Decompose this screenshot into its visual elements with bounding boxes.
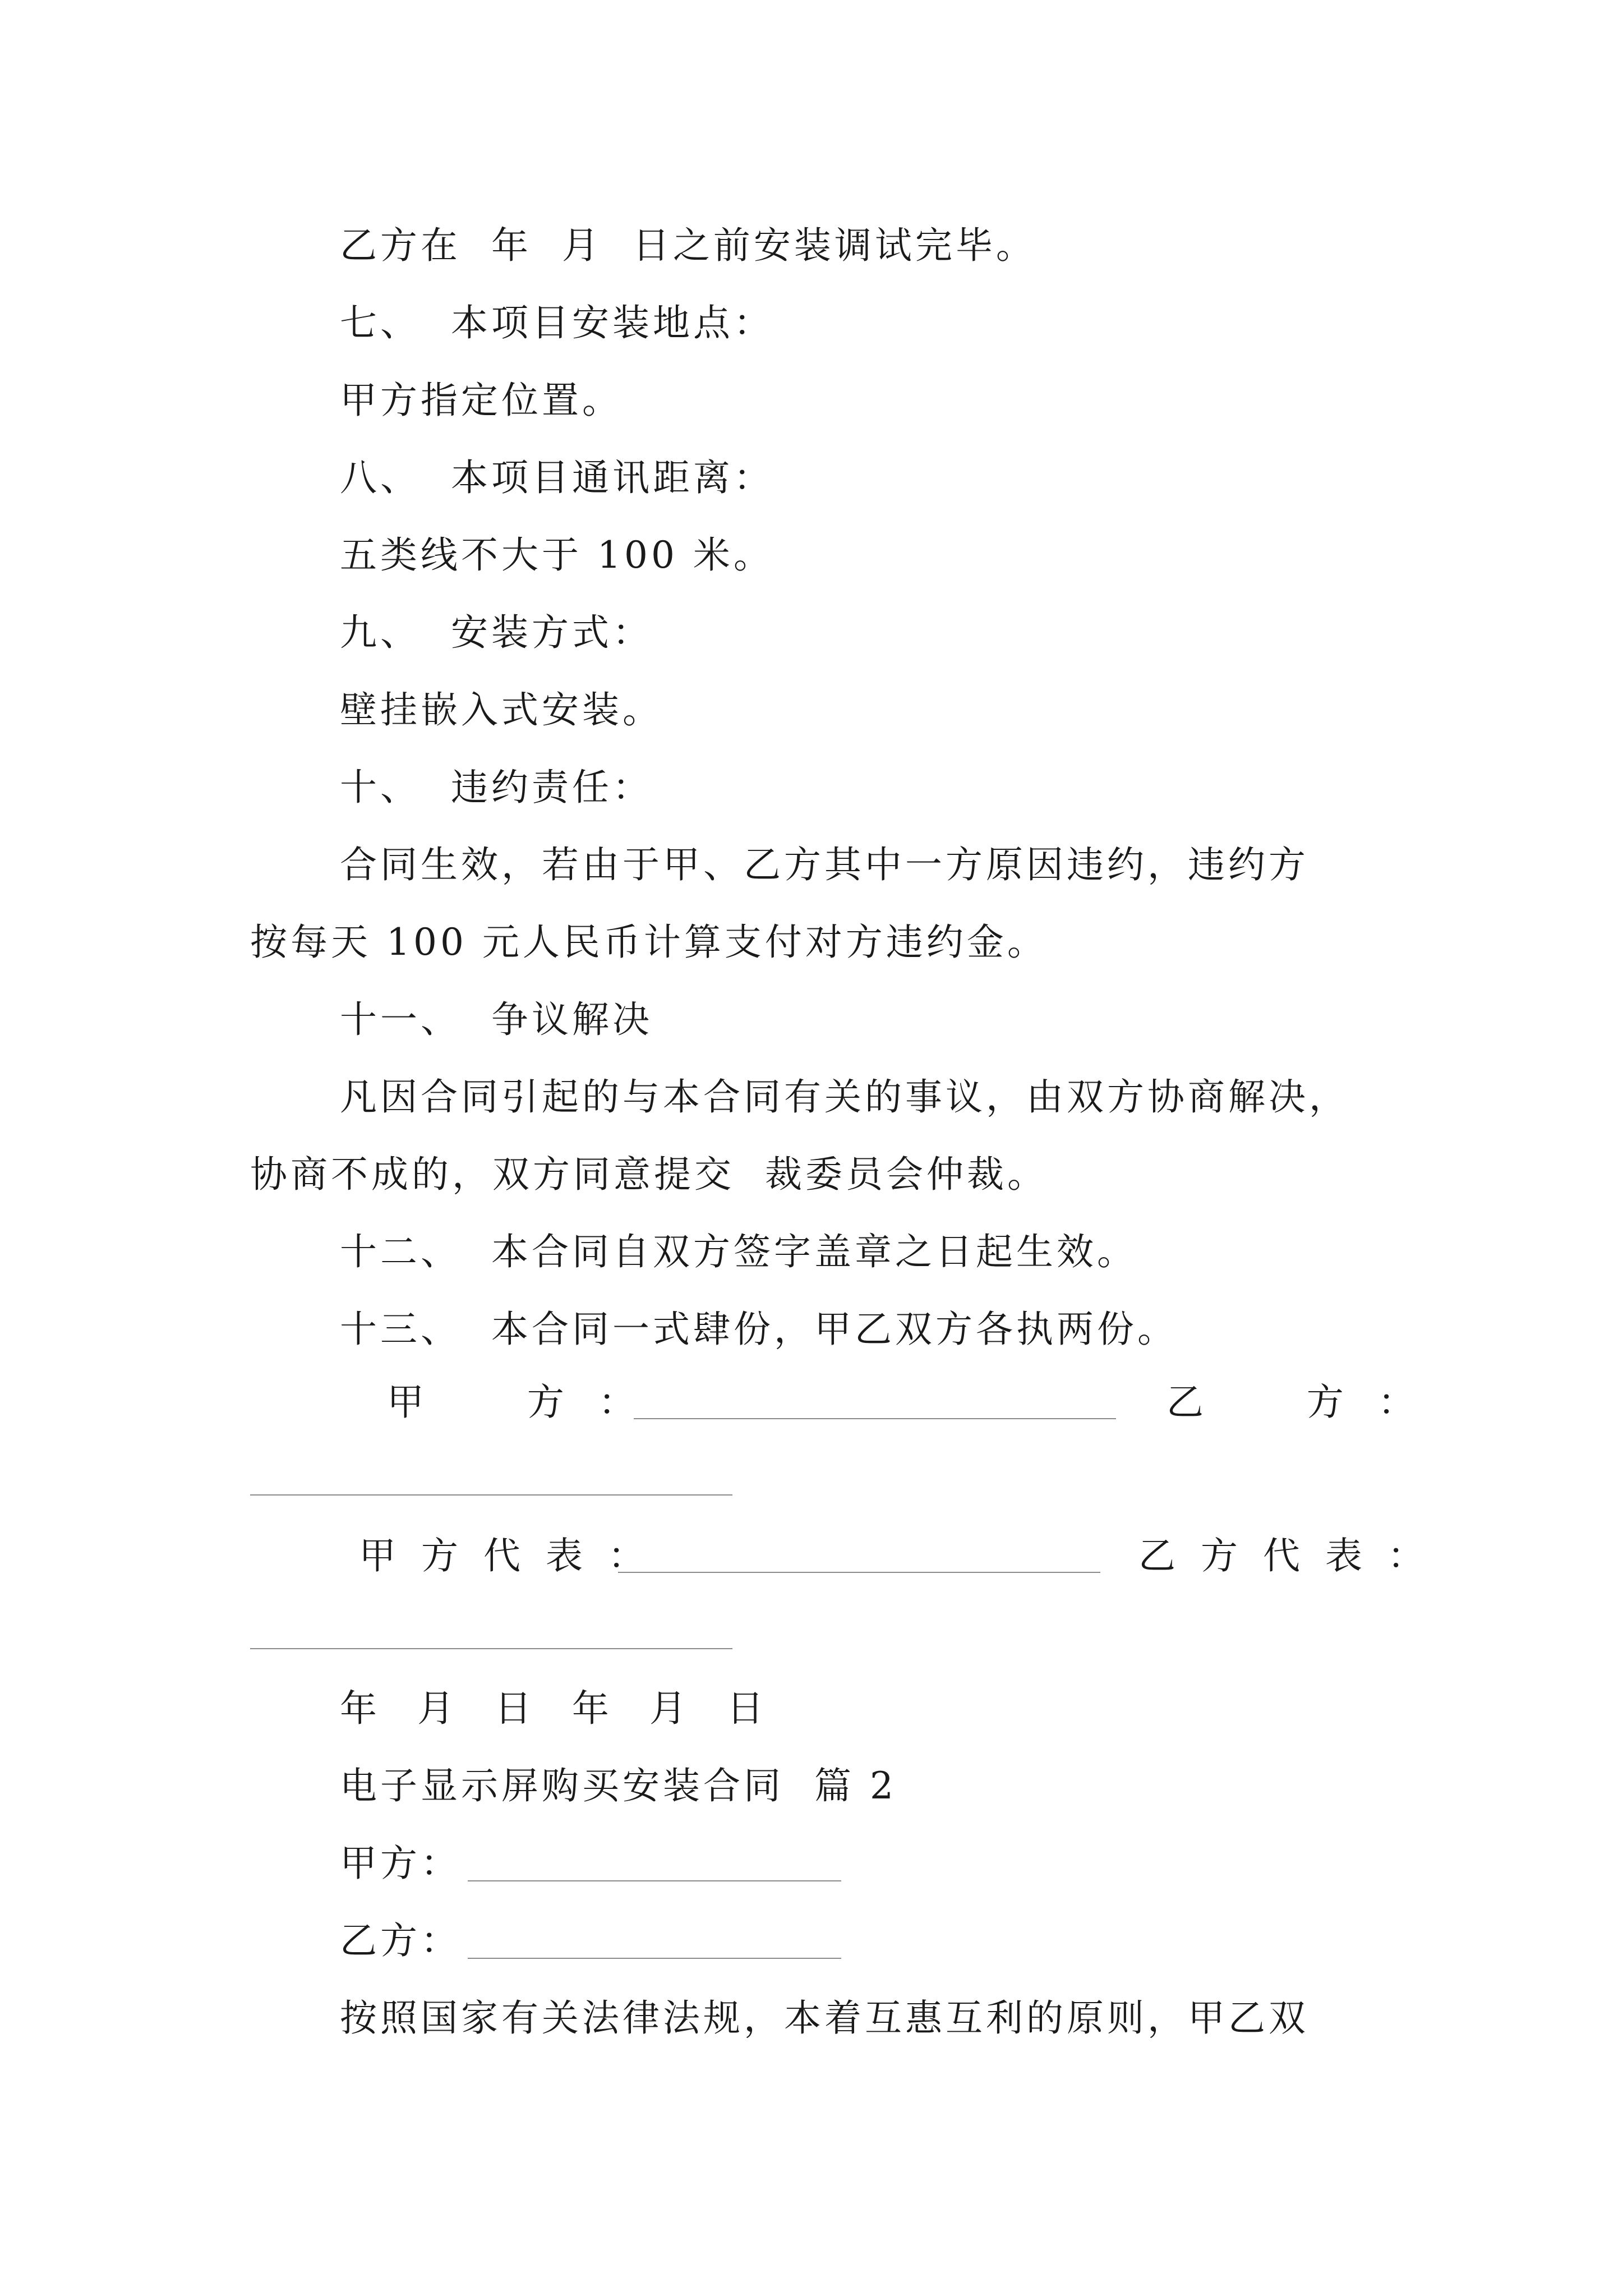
party-a-signature-label: 甲 方 ： bbox=[387, 1381, 647, 1424]
party-a-rep-label: 甲 方 代 表 ： bbox=[359, 1534, 652, 1577]
clause-7-heading: 七、 本项目安装地点： bbox=[340, 301, 774, 344]
party-b-rep-label: 乙 方 代 表 ： bbox=[1138, 1534, 1431, 1577]
clause-12: 十二、 本合同自双方签字盖章之日起生效。 bbox=[340, 1230, 1137, 1273]
party-b-signature-label: 乙 方 ： bbox=[1166, 1381, 1426, 1424]
clause-10-heading: 十、 违约责任： bbox=[340, 766, 653, 809]
clause-7-text: 甲方指定位置。 bbox=[340, 379, 623, 422]
section2-party-b-underline bbox=[468, 1958, 841, 1959]
signature-dates: 年 月 日 年 月 日 bbox=[340, 1687, 769, 1730]
party-a-rep-underline bbox=[618, 1572, 1100, 1573]
clause-13: 十三、 本合同一式肆份，甲乙双方各执两份。 bbox=[340, 1308, 1178, 1351]
party-a-signature-underline bbox=[634, 1418, 1116, 1419]
clause-9-text: 壁挂嵌入式安装。 bbox=[340, 688, 663, 731]
party-b-signature-underline bbox=[250, 1494, 732, 1496]
clause-10-text-line1: 合同生效，若由于甲、乙方其中一方原因违约，违约方 bbox=[340, 843, 1309, 886]
section2-party-a-underline bbox=[468, 1880, 841, 1881]
section2-party-b-label: 乙方： bbox=[340, 1919, 461, 1962]
clause-8-heading: 八、 本项目通讯距离： bbox=[340, 456, 774, 499]
clause-11-text-line2: 协商不成的，双方同意提交 裁委员会仲裁。 bbox=[250, 1153, 1048, 1196]
clause-11-text-line1: 凡因合同引起的与本合同有关的事议，由双方协商解决， bbox=[340, 1075, 1349, 1119]
clause-9-heading: 九、 安装方式： bbox=[340, 611, 653, 654]
section2-intro-text: 按照国家有关法律法规，本着互惠互利的原则，甲乙双 bbox=[340, 1996, 1309, 2040]
clause-10-text-line2: 按每天 100 元人民币计算支付对方违约金。 bbox=[250, 921, 1048, 964]
install-deadline-line: 乙方在 年 月 日之前安装调试完毕。 bbox=[340, 224, 1036, 267]
section2-title: 电子显示屏购买安装合同 篇 2 bbox=[340, 1764, 897, 1807]
clause-8-text: 五类线不大于 100 米。 bbox=[340, 533, 774, 577]
section2-party-a-label: 甲方： bbox=[340, 1842, 461, 1885]
clause-11-heading: 十一、 争议解决 bbox=[340, 998, 653, 1041]
party-b-rep-underline bbox=[250, 1648, 732, 1649]
